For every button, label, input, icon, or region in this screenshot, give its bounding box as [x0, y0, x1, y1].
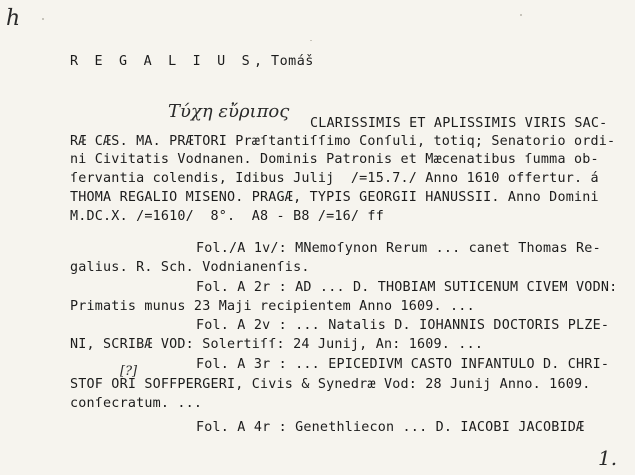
text-line: STOF ORI SOFFPERGERI, Civis & Synedræ Vod: 28 Junij Anno. 1609. [70, 377, 591, 392]
corner-handwritten-mark: h [6, 6, 21, 31]
text-line: galius. R. Sch. Vodnianenſis. [70, 260, 310, 275]
text-line: Fol. A 4r : Genethliecon ... D. IACOBI JACOBIDÆ [196, 420, 585, 435]
text-line: Primatis munus 23 Maji recipientem Anno 1609. ... [70, 299, 475, 314]
text-line: conſecratum. ... [70, 396, 203, 411]
text-line: NI, SCRIBÆ VOD: Solertiſſ: 24 Junij, An: 1609. ... [70, 337, 484, 352]
handwritten-greek-title: Τύχη εὔριπος [168, 101, 290, 122]
text-line: M.DC.X. /=1610/ 8°. A8 - B8 /=16/ ff [70, 209, 384, 224]
text-line: CLARISSIMIS ET APLISSIMIS VIRIS SAC- [310, 116, 608, 131]
handwritten-uncertain-mark: [?] [120, 364, 138, 379]
paper-speck [310, 40, 312, 41]
text-line: THOMA REGALIO MISENO. PRAGÆ, TYPIS GEORGII HANUSSII. Anno Domini [70, 190, 599, 205]
text-line: Fol. A 2r : AD ... D. THOBIAM SUTICENUM CIVEM VODN: [196, 280, 618, 295]
author-given-name: , Tomáš [253, 54, 314, 69]
text-line: Fol./A 1v/: MNemoſynon Rerum ... canet Thomas Re- [196, 241, 601, 256]
entry-heading [70, 54, 314, 69]
text-line: ſervantia colendis, Idibus Julij /=15.7./ Anno 1610 offertur. á [70, 171, 599, 186]
paper-speck [520, 14, 522, 16]
text-line: Fol. A 2v : ... Natalis D. IOHANNIS DOCTORIS PLZE- [196, 318, 610, 333]
text-line: Fol. A 3r : ... EPICEDIVM CASTO INFANTULO D. CHRI- [196, 357, 610, 372]
text-line: RÆ CÆS. MA. PRÆTORI Præſtantiſſimo Conſuli, totiq; Senatorio ordi- [70, 134, 616, 149]
paper-speck [42, 18, 44, 20]
author-surname: R E G A L I U S [70, 54, 254, 69]
text-line: ni Civitatis Vodnanen. Dominis Patronis et Mæcenatibus ſumma ob- [70, 152, 599, 167]
handwritten-page-number: 1. [598, 446, 618, 470]
